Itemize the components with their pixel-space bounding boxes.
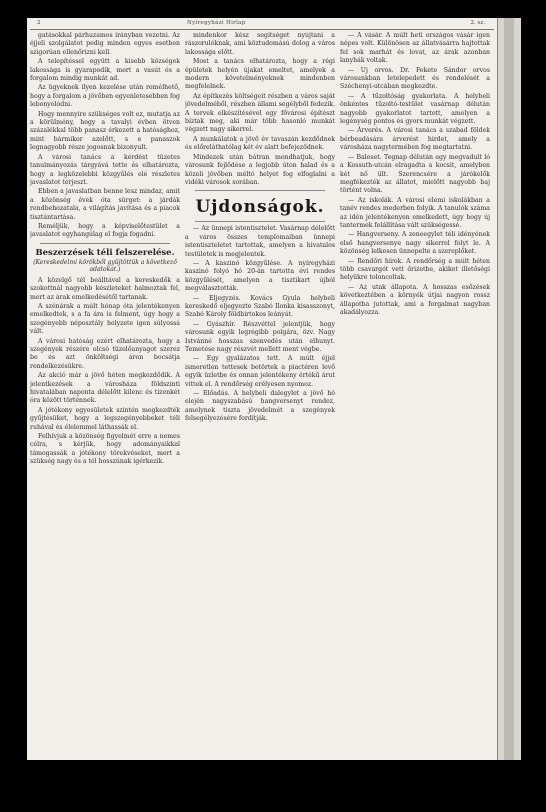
news-item: — Gyászhír. Részvéttel jelentjük, hogy városunk egyik legrégibb polgára, özv. Nagy Istvánné hosszas szenvedés után elhunyt. Temetése nagy részvét mellett ment végbe. <box>185 320 335 353</box>
news-item: — Hangverseny. A zeneegylet téli idényének első hangversenye nagy sikerrel folyt le. A közönség lelkesen ünnepelte a szereplőket. <box>340 231 490 256</box>
news-item: — Előadás. A helybeli dalegylet a jövő hó elején nagyszabású hangversenyt rendez, amelynek tiszta jövedelmét a szegények felsegélyezésére fordítják. <box>185 390 335 423</box>
article-paragraph: Az ügyeknek ilyen kezelése után remélhető, hogy a forgalom a jövőben egyenletesebben fog lebonyolódni. <box>30 84 180 109</box>
news-item: — Egy gyalázatos tett. A múlt éjjel ismeretlen tettesek betörtek a piactéren levő egyik üzletbe és onnan jelentékeny értékű árut vittek el. A rendőrség erélyesen nyomoz. <box>185 355 335 388</box>
binding-spine <box>497 18 521 760</box>
section-subheading: (Kereskedelmi körökből gyűjtöttük a következő adatokat.) <box>33 258 177 274</box>
article-paragraph: Az akció már a jövő héten megkezdődik. A jelentkezések a városháza földszinti hivatalában naponta délelőtt kilenc és tizenkét óra között történnek. <box>30 372 180 405</box>
section-divider <box>195 190 325 191</box>
article-paragraph: Mindezek után bátran mondhatjuk, hogy városunk fejlődése a legjobb úton halad és a közeli jövőben méltó helyet fog elfoglalni a vidéki városok sorában. <box>185 153 335 186</box>
newspaper-page <box>27 18 521 760</box>
news-item: — Uj orvos. Dr. Fekete Sándor orvos városunkban letelepedett és rendelését a Széchenyi-utcában megkezdte. <box>340 66 490 91</box>
news-item: — Az iskolák. A városi elemi iskolákban a tanév rendes mederben folyik. A tanulók száma az idén jelentékenyen emelkedett, úgy hogy új tantermek felállítása vált szükségessé. <box>340 196 490 229</box>
news-items <box>185 225 335 423</box>
article-paragraph: Felhívjuk a közönség figyelmét erre a nemes célra, s kérjük, hogy adományaikkal támogassák a jótékony törekvéseket, mert a szükség nagy és a tél hosszúnak ígérkezik. <box>30 433 180 466</box>
article-paragraph: Hogy mennyire szükséges volt ez, mutatja az a körülmény, hogy a tavalyi évben ötven százalékkal több panasz érkezett a hatósághoz, mint bármikor azelőtt, s e panaszok legnagyobb része jogosnak bizonyult. <box>30 110 180 152</box>
article-paragraph: Az építkezés költségeit részben a város saját jövedelméből, részben állami segélyből fedezik. A tervek elkészítésével egy fővárosi építészt bíztak meg, aki már több hasonló munkát végzett nagy sikerrel. <box>185 92 335 134</box>
article-paragraph: Most a tanács elhatározta, hogy a régi épületek helyén újakat emeltet, amelyek a modern követelményeknek mindenben megfelelnek. <box>185 58 335 91</box>
article-paragraph: A közelgő tél beálltával a kereskedők a szokottnál nagyobb készleteket halmoztak fel, mert az árak emelkedésétől tartanak. <box>30 276 180 301</box>
column-1-text <box>30 32 180 240</box>
article-paragraph: A szénárak a múlt hónap óta jelentékenyen emelkedtek, s a fa ára is felment, úgy hogy a szegényebb néposztály helyzete igen súlyossá vált. <box>30 302 180 336</box>
article-paragraph: A városi tanács a kérdést tüzetes tanulmányozás tárgyává tette és elhatározta, hogy a legközelebbi közgyűlés elé részletes javaslatot terjeszt. <box>30 153 180 186</box>
header-rule <box>30 29 494 30</box>
section-text <box>30 277 180 467</box>
article-paragraph: Reméljük, hogy a képviselőtestület a javaslatot egyhangúlag el fogja fogadni. <box>30 222 180 239</box>
page-number: 2 <box>37 20 41 26</box>
column-3 <box>340 32 490 752</box>
news-item: — A tűzoltóság gyakorlata. A helybeli önkéntes tűzoltó-testület vasárnap délután nagyobb gyakorlatot tartott, amelyen a legénység pontos és gyors munkát végzett. <box>340 92 490 126</box>
section-heading: Beszerzések téli felszerelése. <box>35 247 175 258</box>
news-item: — Rendőri hírek. A rendőrség a múlt héten több csavargót vett őrizetbe, akiket illetőségi helyükre toloncoltak. <box>340 257 490 282</box>
article-paragraph: A telepítéssel együtt a kisebb községek lakossága is gyarapodik, mert a vasút és a forgalom mindig munkát ad. <box>30 58 180 83</box>
issue-number: 2. sz. <box>470 20 485 26</box>
news-item: — Baleset. Tegnap délután egy megvadult ló a Kossuth-utcán elragadta a kocsit, amelyben két nő ült. Szerencsére a járókelők megfékezték az állatot, mielőtt nagyobb baj történt volna. <box>340 153 490 195</box>
column-1 <box>30 32 180 752</box>
news-item: — Árverés. A városi tanács a szabad földek bérbeadására árverést hirdet, amely a városháza nagytermében fog megtartatni. <box>340 127 490 152</box>
article-paragraph: A jótékony egyesületek szintén megkezdték gyűjtésüket, hogy a legszegényebbeket téli ruhával és élelemmel láthassák el. <box>30 406 180 431</box>
section-divider <box>40 243 170 244</box>
section-divider <box>195 221 325 222</box>
article-paragraph: gatásokkal párhuzamos irányban vezetni. Az éjjeli szolgálatot pedig minden egyes esetben szigorúan ellenőrizni kell. <box>30 32 180 56</box>
news-item: — A kaszinó közgyűlése. A nyíregyházi kaszinó folyó hó 20-án tartotta évi rendes közgyűlését, amelyen a tisztikart újból megválasztották. <box>185 259 335 293</box>
article-paragraph: A munkálatok a jövő év tavaszán kezdődnek és előreláthatólag két év alatt befejeződnek. <box>185 135 335 152</box>
article-paragraph: A városi hatóság ezért elhatározta, hogy a szegények részére olcsó tüzelőanyagot szerez be és azt önköltségi áron bocsátja rendelkezésükre. <box>30 337 180 370</box>
article-paragraph: mindenkor kész segítséget nyújtani a rászorulóknak, ami köztudomású dolog a város lakossága előtt. <box>185 32 335 56</box>
column-2 <box>185 32 335 752</box>
news-item: — A vásár. A múlt heti országos vásár igen népes volt. Különösen az állatvásárra hajtottak fel sok marhát és lovat, az árak azonban lanyhák voltak. <box>340 32 490 65</box>
news-item: — Az utak állapota. A hosszas esőzések következtében a környék útjai nagyon rossz állapotba jutottak, ami a forgalmat nagyban akadályozza. <box>340 283 490 316</box>
column-2-text <box>185 32 335 187</box>
news-item: — Az ünnepi istentisztelet. Vasárnap délelőtt a város összes templomaiban ünnepi istentiszteletet tartottak, amelyen a hivatalos testületek is megjelentek. <box>185 225 335 258</box>
news-item: — Eljegyzés. Kovács Gyula helybeli kereskedő eljegyezte Szabó Ilonka kisasszonyt, Szabó Károly földbirtokos leányát. <box>185 294 335 319</box>
news-heading: Ujdonságok. <box>195 197 325 218</box>
article-paragraph: Ebben a javaslatban benne lesz mindaz, amit a közönség évek óta sürget: a járdák rendbehozatala, a világítás javítása és a piacok tisztántartása. <box>30 188 180 221</box>
column-3-text <box>340 32 490 317</box>
newspaper-title: Nyíregyházi Hirlap <box>187 20 246 26</box>
